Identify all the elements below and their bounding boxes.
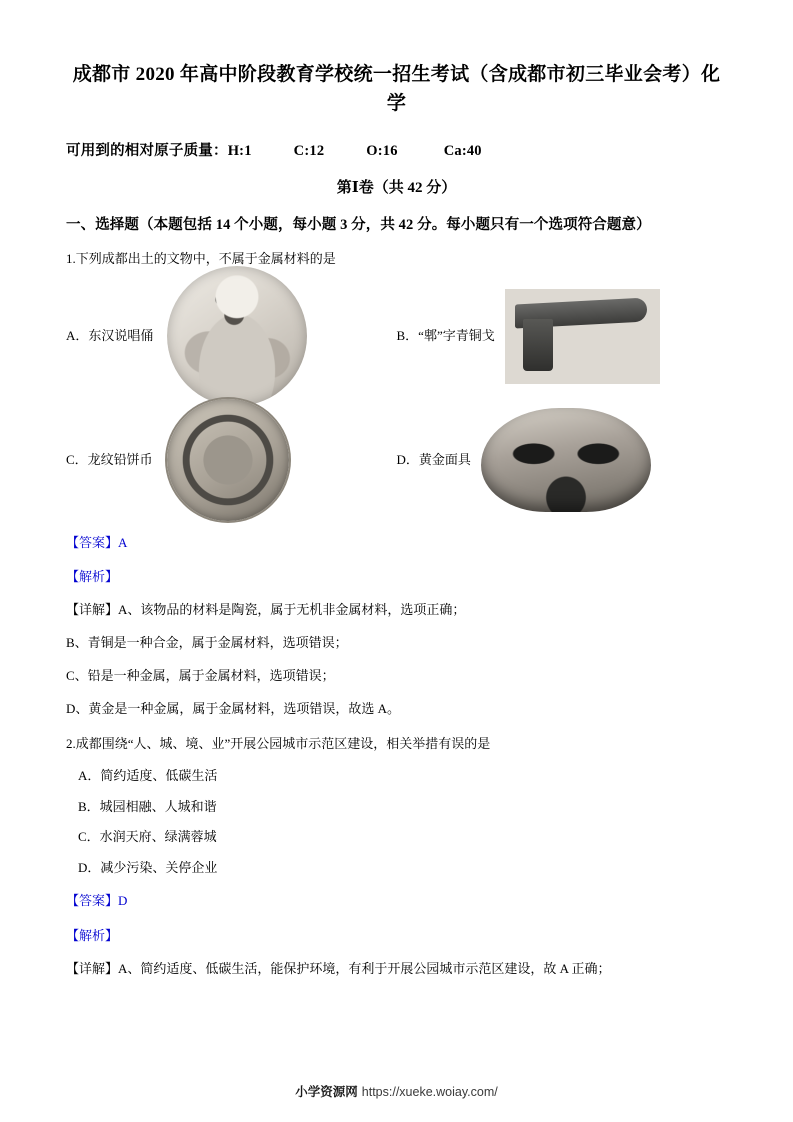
question-2-option-b[interactable]: B．城园相融、人城和谐	[78, 798, 217, 814]
gold-mask-image	[481, 408, 651, 512]
option-a-label: A．东汉说唱俑	[66, 328, 154, 344]
question-2-option-c[interactable]: C．水润天府、绿满蓉城	[78, 829, 217, 845]
option-b-label: B．“郫”字青铜戈	[396, 328, 495, 344]
bronze-dagger-axe-image	[505, 289, 660, 384]
question-1-analysis-tag: 【解析】	[66, 569, 119, 585]
question-2-option-d[interactable]: D．减少污染、关停企业	[78, 859, 218, 875]
lead-coin-image	[167, 399, 289, 521]
atomic-mass-value-h: H:1	[227, 142, 252, 159]
option-d[interactable]	[397, 408, 728, 512]
question-2-number: 2.	[66, 736, 76, 752]
question-1-explanation-c: C、铅是一种金属，属于金属材料，选项错误；	[66, 667, 335, 683]
footer-brand: 小学资源网	[295, 1085, 358, 1099]
page-title: 成都市 2020 年高中阶段教育学校统一招生考试（含成都市初三毕业会考）化学	[72, 64, 721, 115]
question-2-text: 成都围绕“人、城、境、业”开展公园城市示范区建设，相关举措有误的是	[75, 736, 491, 752]
question-1-text: 下列成都出土的文物中，不属于金属材料的是	[75, 250, 336, 266]
question-1-options	[66, 274, 727, 519]
question-2-answer: 【答案】D	[66, 893, 128, 909]
option-a[interactable]	[66, 266, 397, 406]
volume-heading: 第Ⅰ卷（共 42 分）	[336, 179, 457, 196]
atomic-mass-value-ca: Ca:40	[443, 142, 482, 159]
option-b[interactable]	[397, 289, 728, 384]
footer-url: https://xueke.woiay.com/	[361, 1085, 498, 1099]
question-2-stem	[66, 734, 727, 755]
footer-watermark	[0, 1082, 793, 1100]
section-heading: 一、选择题（本题包括 14 个小题，每小题 3 分，共 42 分。每小题只有一个选项符合题意）	[66, 216, 651, 233]
question-1-explanation-b: B、青铜是一种合金，属于金属材料，选项错误；	[66, 635, 348, 651]
question-2-explanation-a: 【详解】A、简约适度、低碳生活，能保护环境，有利于开展公园城市示范区建设，故 A 正确；	[66, 960, 611, 976]
option-c-label: C．龙纹铅饼币	[66, 451, 153, 467]
question-1-explanation-a: 【详解】A、该物品的材料是陶瓷，属于无机非金属材料，选项正确；	[66, 602, 466, 618]
question-1-explanation-d: D、黄金是一种金属，属于金属材料，选项错误，故选 A。	[66, 700, 401, 716]
question-2-analysis-tag: 【解析】	[66, 928, 119, 944]
question-1-number: 1.	[66, 250, 76, 266]
atomic-mass-label: 可用到的相对原子质量：	[66, 142, 228, 159]
atomic-mass-value-c: C:12	[293, 142, 325, 159]
question-2-option-a[interactable]: A．简约适度、低碳生活	[78, 768, 218, 784]
atomic-mass-value-o: O:16	[366, 142, 398, 159]
option-d-label: D．黄金面具	[396, 451, 471, 467]
atomic-mass-line	[66, 139, 727, 160]
pottery-figurine-image	[167, 266, 307, 406]
option-c[interactable]	[66, 399, 397, 521]
question-1-answer: 【答案】A	[66, 534, 128, 550]
